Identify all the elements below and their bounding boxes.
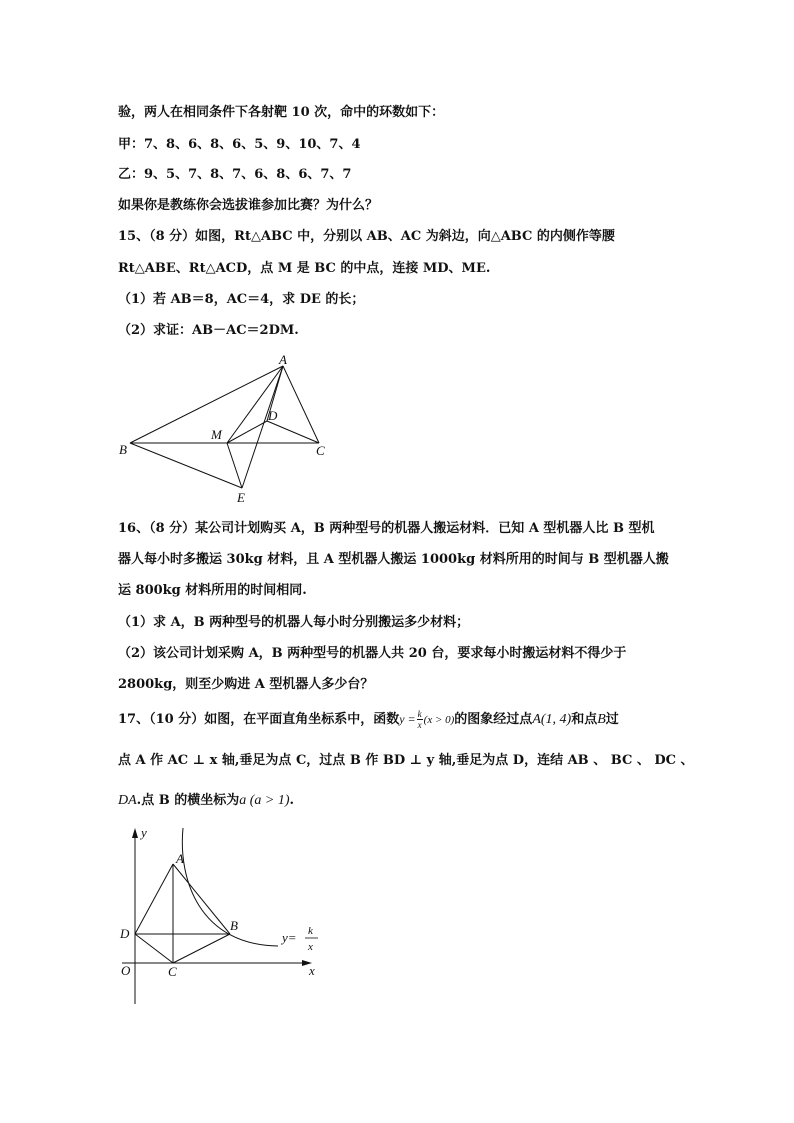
p14-intro-line: 验，两人在相同条件下各射靶 10 次，命中的环数如下： (118, 105, 445, 120)
label-d: D (268, 408, 278, 423)
segment-ac (283, 366, 319, 443)
curve-label-x: x (308, 941, 313, 953)
label-c: C (316, 443, 325, 458)
p14-yi-scores: 乙：9、5、7、8、7、6、8、6、7、7 (118, 167, 352, 182)
value-a-condition: a (a > 1) (239, 793, 290, 808)
p17-statement-line3 (118, 792, 294, 810)
label-point-c: C (168, 964, 177, 979)
curve-label-y: y= (282, 930, 297, 945)
p17-text-xcoord: .点 B 的横坐标为 (136, 793, 240, 808)
p15-statement-line1: 15、（8 分）如图，Rt△ABC 中，分别以 AB、AC 为斜边，向△ABC 的内侧作等腰 (118, 229, 615, 244)
segment-bc (173, 934, 230, 963)
segment-da-label: DA (118, 793, 137, 808)
p14-jia-scores: 甲：7、8、6、8、6、5、9、10、7、4 (118, 137, 361, 152)
fraction-denominator: x (417, 720, 422, 730)
y-axis-arrow (132, 828, 138, 838)
segment-me (227, 443, 242, 488)
curve-label-k: k (308, 925, 313, 937)
p15-question-2: （2）求证：AB－AC＝2DM. (118, 323, 299, 338)
label-point-d: D (120, 926, 130, 941)
p17-statement-line1 (118, 709, 619, 730)
segment-be (130, 443, 242, 488)
label-x-axis: x (309, 963, 315, 978)
segment-ea (242, 366, 283, 488)
label-b: B (119, 442, 127, 457)
p16-statement-line1: 16、（8 分）某公司计划购买 A，B 两种型号的机器人搬运材料．已知 A 型机器人比 B 型机 (118, 521, 655, 536)
p17-text-passes: 的图象经过点 (454, 712, 533, 727)
segment-ma (227, 366, 283, 443)
segment-ab (173, 864, 230, 934)
label-point-b: B (230, 918, 238, 933)
segment-ba (130, 366, 283, 443)
label-a: A (279, 352, 287, 367)
p15-triangle-figure (110, 350, 350, 510)
p17-statement-line2: 点 A 作 AC ⊥ x 轴,垂足为点 C，过点 B 作 BD ⊥ y 轴,垂足为点 D，连结 AB 、 BC 、 DC 、 (118, 753, 694, 768)
p16-question-2-line2: 2800kg，则至少购进 A 型机器人多少台？ (118, 677, 374, 692)
p16-statement-line3: 运 800kg 材料所用的时间相同. (118, 583, 307, 598)
p15-statement-line2: Rt△ABE、Rt△ACD，点 M 是 BC 的中点，连接 MD、ME. (118, 261, 491, 276)
p17-text-through: 过 (605, 712, 619, 727)
function-domain: (x > 0) (423, 714, 455, 726)
p17-coordinate-figure (110, 820, 330, 1010)
p16-statement-line2: 器人每小时多搬运 30kg 材料，且 A 型机器人搬运 1000kg 材料所用的时间与 B 型机器人搬 (118, 552, 669, 567)
point-b-label: B (597, 712, 606, 727)
segment-dc (267, 421, 319, 443)
label-e: E (237, 490, 245, 505)
point-a-coords: A(1, 4) (532, 712, 572, 727)
label-origin: O (121, 963, 131, 978)
label-m: M (211, 427, 222, 442)
p16-question-1: （1）求 A，B 两种型号的机器人每小时分别搬运多少材料； (118, 615, 470, 630)
label-point-a: A (176, 851, 184, 866)
function-y: y = (399, 712, 416, 726)
p17-text-and: 和点 (571, 712, 598, 727)
p15-question-1: （1）若 AB＝8，AC＝4，求 DE 的长； (118, 292, 365, 307)
p14-question: 如果你是教练你会选拔谁参加比赛？为什么？ (118, 198, 379, 213)
function-fraction (417, 709, 423, 730)
p16-question-2-line1: （2）该公司计划采购 A，B 两种型号的机器人共 20 台，要求每小时搬运材料不得少于 (118, 646, 627, 661)
p17-text-period: . (289, 793, 295, 808)
segment-dc (135, 934, 173, 963)
fraction-numerator: k (417, 709, 422, 719)
p17-intro-text: 17、（10 分）如图，在平面直角坐标系中，函数 (118, 712, 400, 727)
label-y-axis: y (141, 825, 147, 840)
segment-da (135, 864, 173, 934)
